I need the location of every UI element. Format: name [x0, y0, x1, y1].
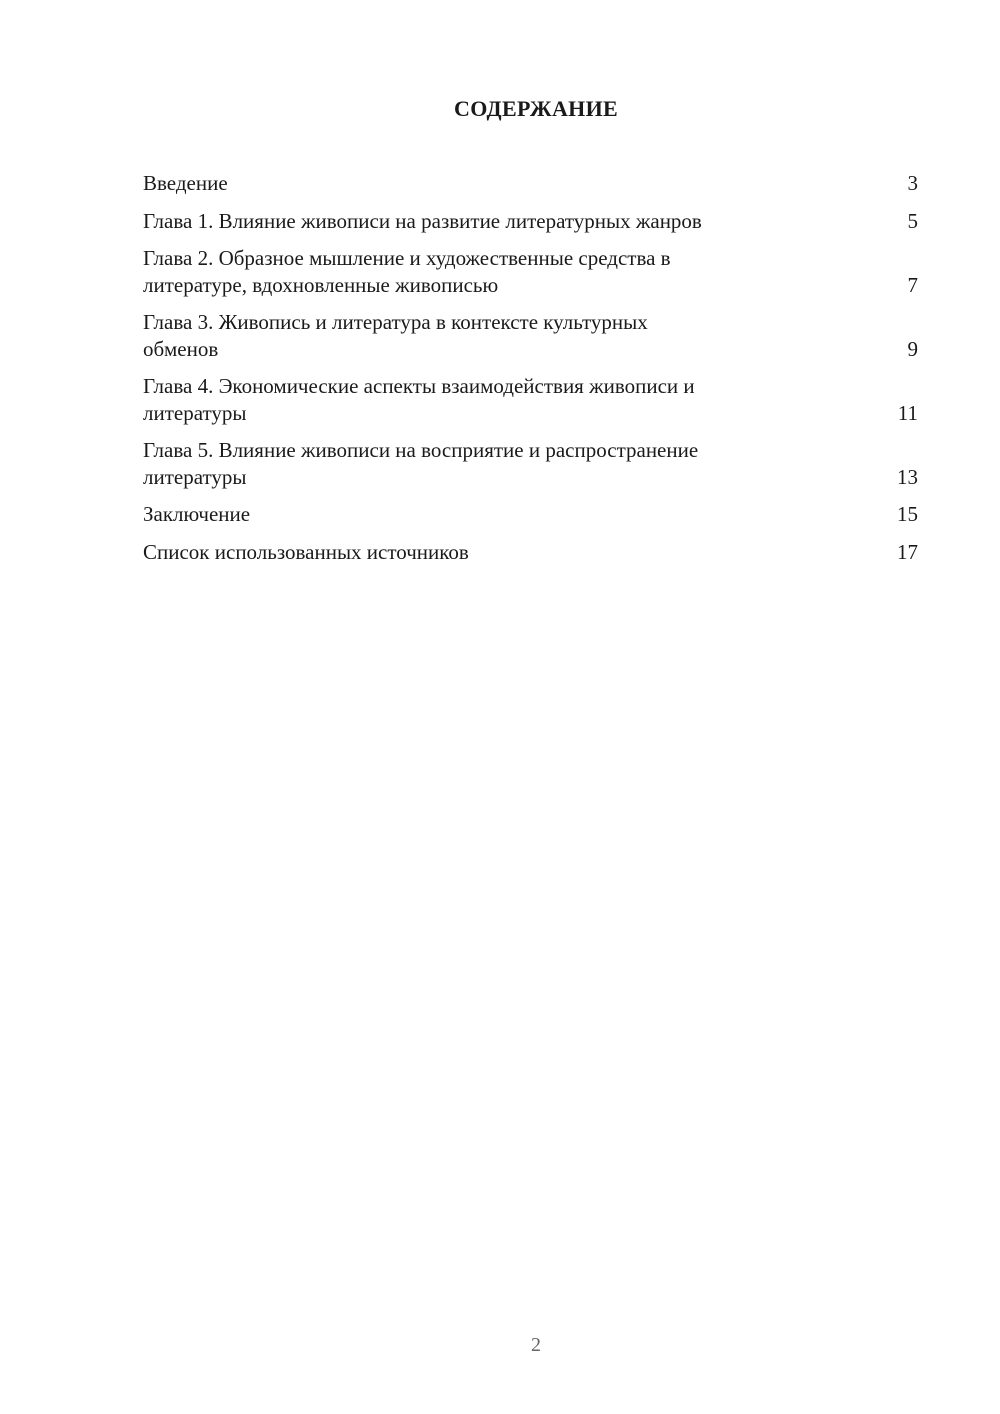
toc-entry-label: Глава 3. Живопись и литература в контексте культурных обменов	[143, 310, 648, 361]
toc-entry-page: 11	[897, 400, 918, 425]
toc-entry-page: 9	[907, 336, 918, 361]
toc-entry-label: Заключение	[143, 502, 251, 526]
toc-entry	[143, 437, 918, 490]
toc-entry	[143, 245, 918, 298]
page-number: 2	[531, 1334, 541, 1356]
toc-entry-page: 5	[907, 208, 918, 233]
toc-entry-label: Глава 5. Влияние живописи на восприятие и распространение литературы	[143, 438, 699, 489]
toc-entry-page: 15	[897, 502, 918, 526]
page-title: СОДЕРЖАНИЕ	[454, 96, 618, 121]
toc-entry-label: Введение	[143, 171, 228, 195]
toc-entry	[143, 309, 918, 362]
toc-entry-label: Глава 1. Влияние живописи на развитие литературных жанров	[143, 208, 702, 233]
toc-entry-page: 17	[897, 539, 918, 564]
toc-entry-page: 7	[907, 272, 918, 297]
toc-entry-label: Глава 2. Образное мышление и художественные средства в литературе, вдохновленные живописью	[143, 246, 671, 297]
toc-entry	[143, 373, 918, 426]
toc-entry-page: 13	[897, 464, 918, 489]
toc-entry	[143, 539, 918, 566]
toc-entry	[143, 170, 918, 197]
toc-entry-label: Глава 4. Экономические аспекты взаимодействия живописи и литературы	[143, 374, 695, 425]
toc-entry-page: 3	[907, 171, 918, 195]
toc-entry-label: Список использованных источников	[143, 539, 469, 564]
table-of-contents	[143, 170, 918, 576]
toc-entry	[143, 501, 918, 528]
toc-entry	[143, 208, 918, 235]
